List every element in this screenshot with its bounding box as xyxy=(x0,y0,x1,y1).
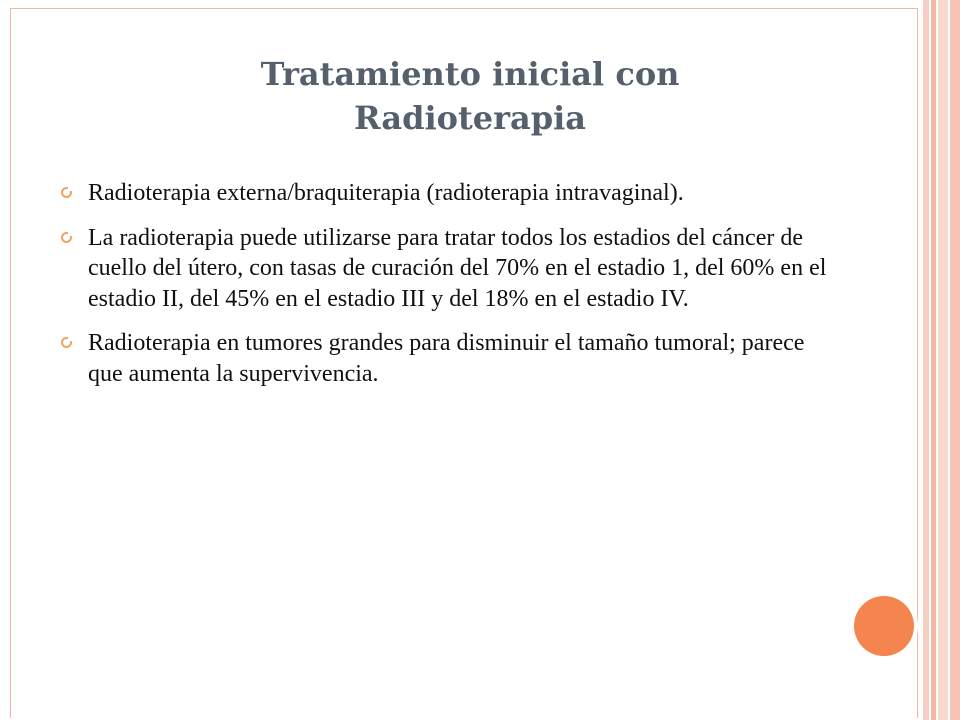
bullet-list xyxy=(60,178,830,403)
bullet-item xyxy=(60,328,830,389)
slide-title: Tratamiento inicial con Radioterapia xyxy=(260,55,680,137)
bullet-text: Radioterapia externa/braquiterapia (radioterapia intravaginal). xyxy=(88,180,684,206)
bullet-item xyxy=(60,223,830,315)
decorative-circle xyxy=(854,596,914,656)
decorative-stripe xyxy=(938,0,948,720)
bullet-text: Radioterapia en tumores grandes para disminuir el tamaño tumoral; parece que aumenta la supervivencia. xyxy=(88,330,805,387)
decorative-stripe xyxy=(923,0,929,720)
bullet-item xyxy=(60,178,830,209)
bullet-ring-icon xyxy=(61,232,72,243)
bullet-ring-icon xyxy=(61,337,72,348)
bullet-text: La radioterapia puede utilizarse para tratar todos los estadios del cáncer de cuello del útero, con tasas de curación del 70% en el estadio 1, del 60% en el estadio II, del 45% en el estadio III y del 18% en el estadio IV. xyxy=(88,224,827,312)
bullet-ring-icon xyxy=(61,187,72,198)
decorative-stripe xyxy=(931,0,936,720)
decorative-stripe xyxy=(950,0,960,720)
